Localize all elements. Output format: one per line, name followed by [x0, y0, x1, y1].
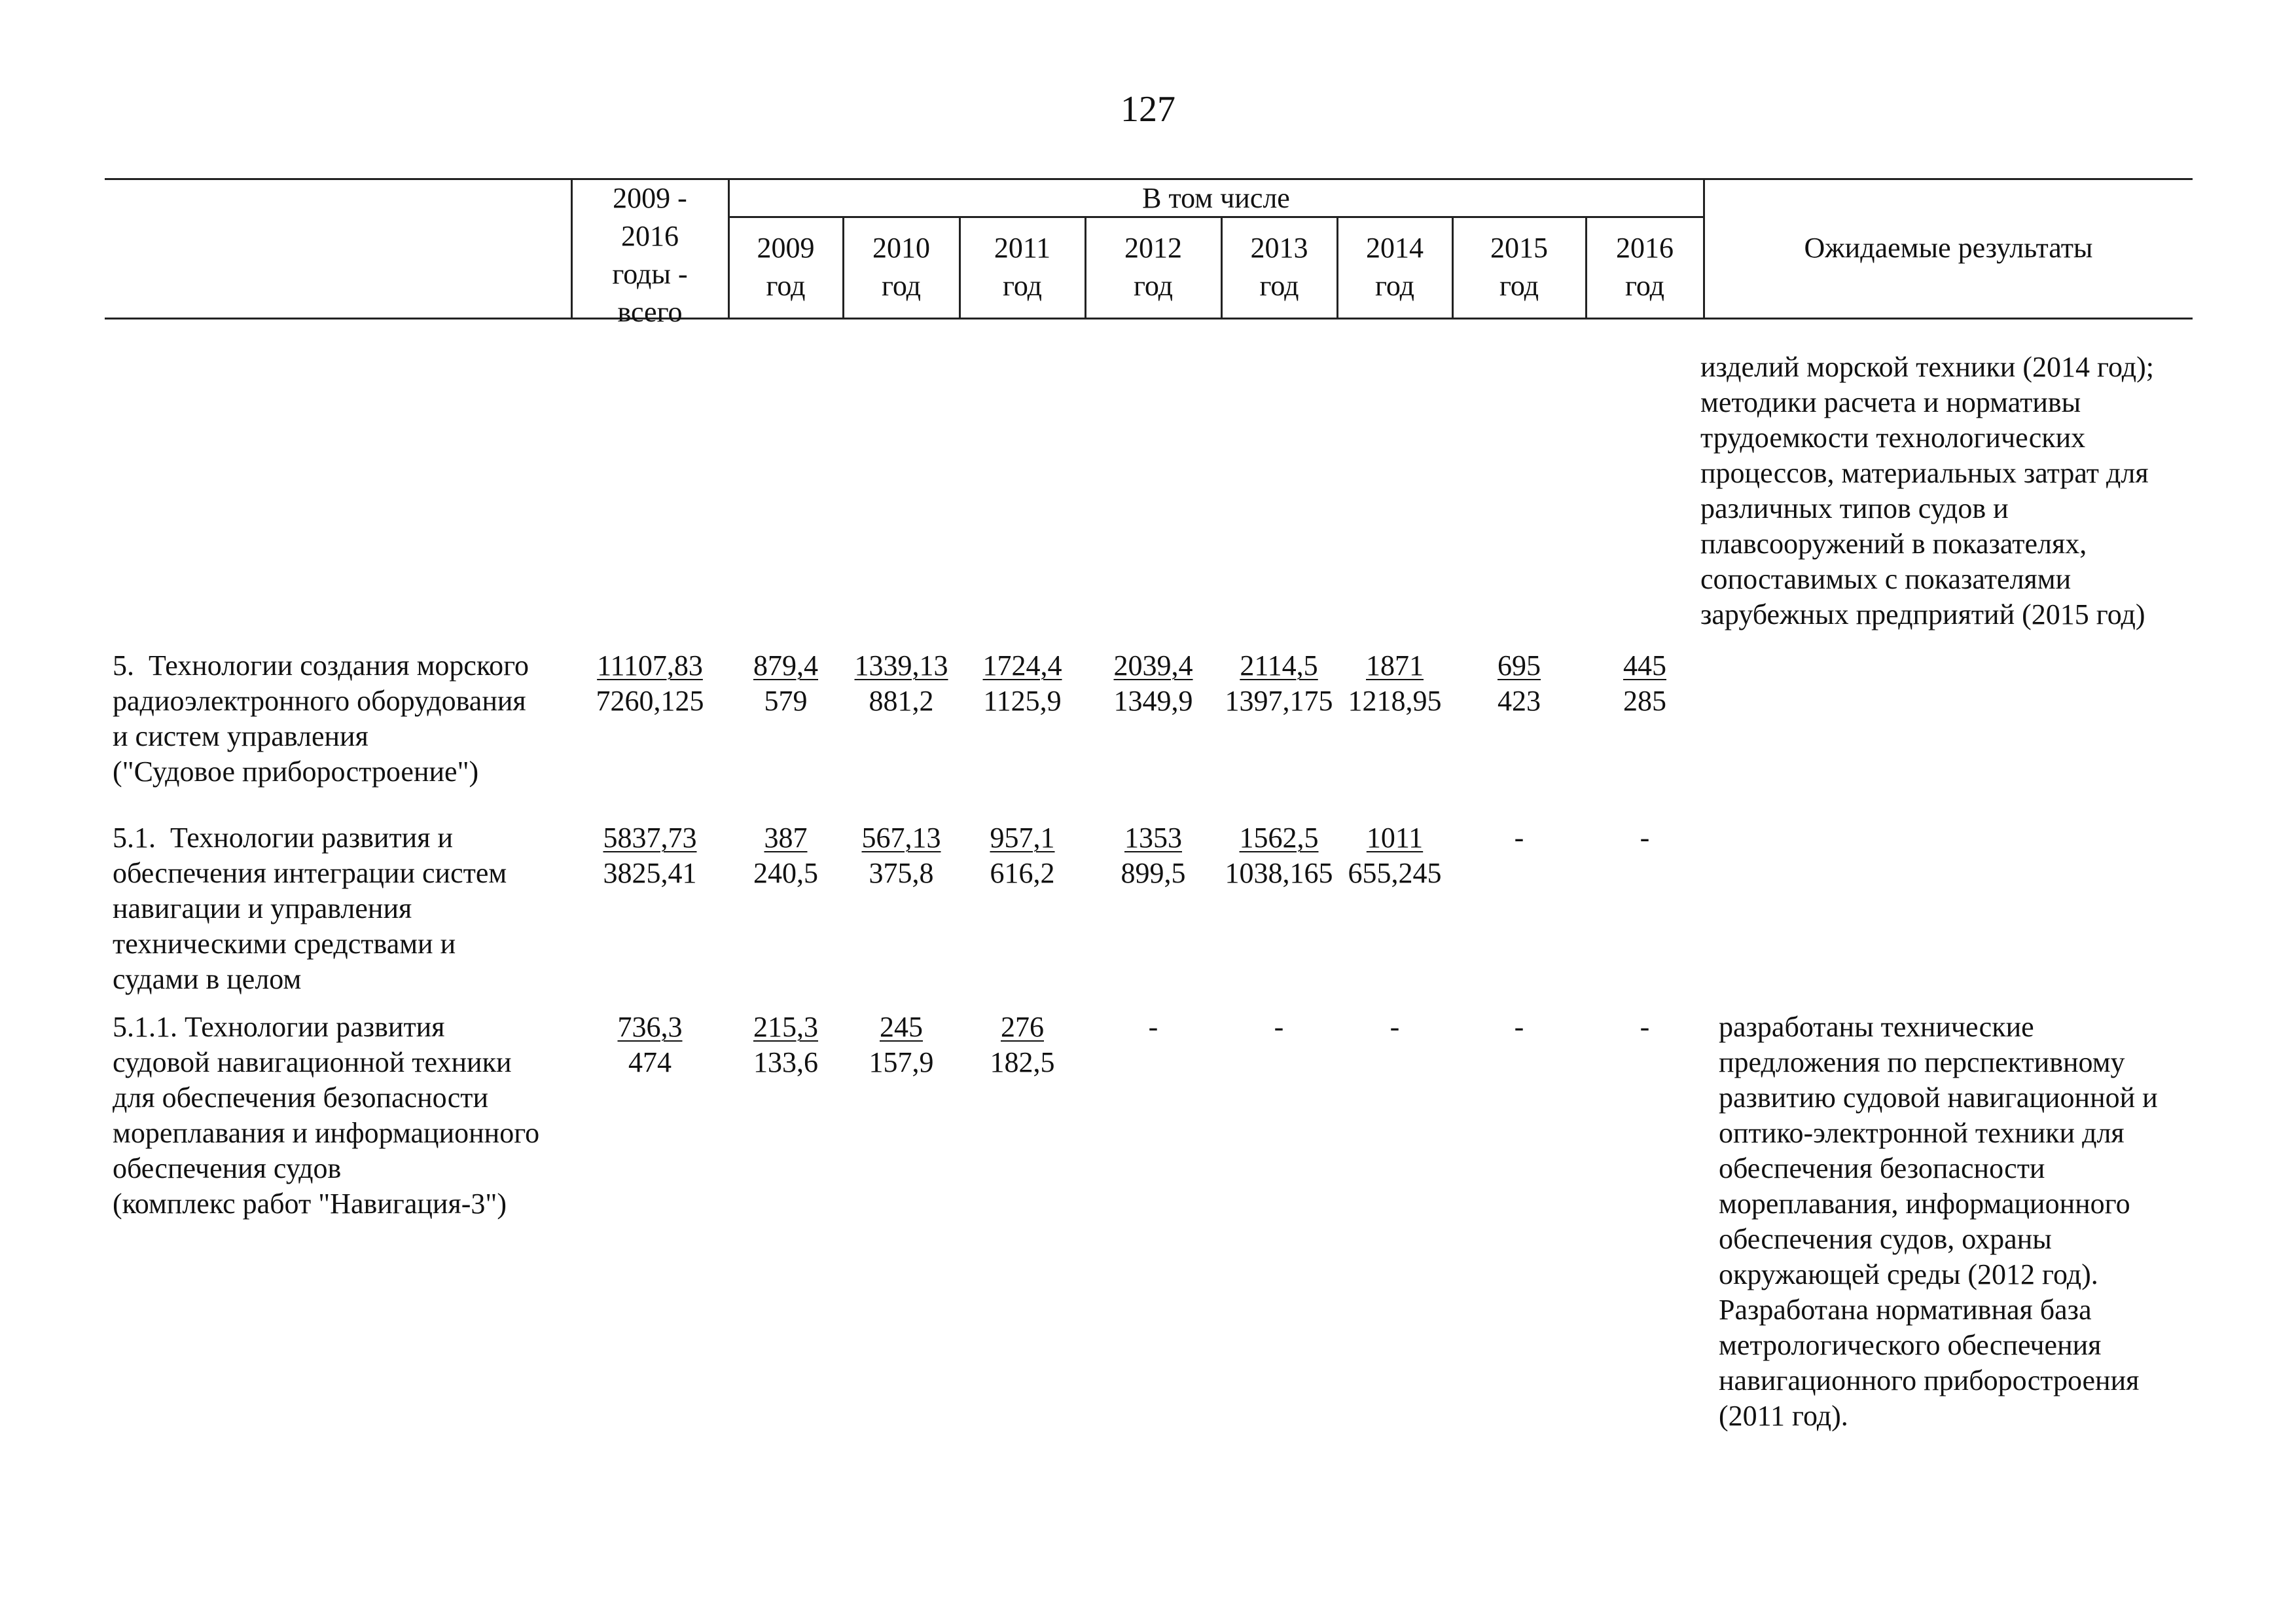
value-bottom: 1038,165	[1225, 857, 1333, 889]
value-2009	[729, 1010, 842, 1080]
value-bottom: 285	[1623, 685, 1666, 717]
value-bottom: 1218,95	[1348, 685, 1442, 717]
header-year: 2014	[1366, 232, 1424, 264]
header-year-2015	[1453, 229, 1585, 305]
value-top: -	[1514, 822, 1524, 854]
row-result: разработаны технические предложения по перспективному развитию судовой навигационной и оптико-электронной техники для обеспечения безопасности мореплавания, информационного обеспечения судов, охраны окружающей среды (2012 год). Разработана нормативная база метрологического обеспечения навигационного приборостроения (2011 год).	[1719, 1011, 2158, 1432]
value-top: 957,1	[990, 822, 1055, 854]
value-2015	[1453, 820, 1585, 856]
value-top: -	[1390, 1011, 1400, 1043]
header-year-2009	[729, 229, 842, 305]
header-year: 2013	[1250, 232, 1308, 264]
header-group-label: В том числе	[1142, 182, 1290, 214]
value-2016	[1587, 648, 1703, 719]
header-year-unit: год	[881, 270, 922, 302]
value-bottom: 579	[764, 685, 808, 717]
header-year-2012	[1086, 229, 1221, 305]
header-total-line: 2016	[621, 220, 679, 252]
value-top: 2114,5	[1240, 649, 1318, 682]
value-bottom: 7260,125	[596, 685, 704, 717]
value-top: 245	[880, 1011, 923, 1043]
value-top: -	[1640, 822, 1650, 854]
value-2011	[960, 820, 1085, 891]
header-year-2013	[1222, 229, 1336, 305]
value-2010	[844, 1010, 959, 1080]
value-2010	[844, 648, 959, 719]
header-total-line: годы -	[612, 258, 688, 290]
value-top: 1562,5	[1239, 822, 1319, 854]
header-year: 2012	[1124, 232, 1182, 264]
value-bottom: 1125,9	[983, 685, 1062, 717]
header-year-2010	[844, 229, 959, 305]
value-bottom: 133,6	[753, 1046, 818, 1078]
value-bottom: 1349,9	[1113, 685, 1193, 717]
value-top: 1011	[1366, 822, 1424, 854]
value-top: 387	[764, 822, 808, 854]
value-2015	[1453, 1010, 1585, 1045]
value-top: 1871	[1366, 649, 1424, 682]
value-2014	[1338, 648, 1452, 719]
value-top: 215,3	[753, 1011, 818, 1043]
value-bottom: 375,8	[869, 857, 934, 889]
value-2011	[960, 648, 1085, 719]
header-year-unit: год	[1499, 270, 1539, 302]
header-total-line: 2009 -	[613, 182, 687, 214]
value-top: 736,3	[617, 1011, 683, 1043]
header-year: 2011	[994, 232, 1051, 264]
value-2009	[729, 648, 842, 719]
page-number: 127	[1121, 89, 1175, 130]
value-bottom: 3825,41	[603, 857, 697, 889]
value-top: 5837,73	[603, 822, 697, 854]
value-top: 1724,4	[982, 649, 1062, 682]
header-year: 2009	[757, 232, 815, 264]
value-2014	[1338, 1010, 1452, 1045]
value-bottom: 899,5	[1121, 857, 1186, 889]
header-year-unit: год	[1133, 270, 1174, 302]
header-year-unit: год	[1624, 270, 1665, 302]
value-top: -	[1274, 1011, 1284, 1043]
value-bottom: 616,2	[990, 857, 1055, 889]
header-total-line: всего	[617, 296, 683, 328]
value-top: 445	[1623, 649, 1666, 682]
header-total	[572, 179, 728, 331]
value-top: -	[1148, 1011, 1158, 1043]
value-bottom: 423	[1498, 685, 1541, 717]
value-2016	[1587, 1010, 1703, 1045]
value-top: 879,4	[753, 649, 818, 682]
value-2015	[1453, 648, 1585, 719]
header-year-unit: год	[1259, 270, 1299, 302]
value-top: 1339,13	[854, 649, 948, 682]
header-year: 2015	[1490, 232, 1548, 264]
value-2014	[1338, 820, 1452, 891]
value-2012	[1086, 1010, 1221, 1045]
value-top: 2039,4	[1113, 649, 1193, 682]
header-results: Ожидаемые результаты	[1804, 232, 2093, 264]
value-2013	[1210, 1010, 1348, 1045]
value-top: 567,13	[861, 822, 941, 854]
value-top: 11107,83	[597, 649, 703, 682]
value-total	[572, 1010, 728, 1080]
value-top: 276	[1001, 1011, 1044, 1043]
value-top: 695	[1498, 649, 1541, 682]
value-top: -	[1514, 1011, 1524, 1043]
header-year-unit: год	[766, 270, 806, 302]
value-2012	[1086, 648, 1221, 719]
value-total	[572, 820, 728, 891]
value-2013	[1210, 648, 1348, 719]
value-bottom: 1397,175	[1225, 685, 1333, 717]
header-year: 2016	[1616, 232, 1674, 264]
row-label: 5. Технологии создания морского радиоэлектронного оборудования и систем управления ("Судовое приборостроение")	[113, 649, 529, 788]
value-top: 1353	[1124, 822, 1182, 854]
header-year: 2010	[872, 232, 930, 264]
value-bottom: 655,245	[1348, 857, 1442, 889]
row-label: 5.1.1. Технологии развития судовой навигационной техники для обеспечения безопасности мореплавания и информационного обеспечения судов (комплекс работ "Навигация-3")	[113, 1011, 540, 1220]
value-top: -	[1640, 1011, 1650, 1043]
value-2011	[960, 1010, 1085, 1080]
value-bottom: 240,5	[753, 857, 818, 889]
header-bottom-rule	[105, 318, 2193, 319]
value-bottom: 474	[628, 1046, 672, 1078]
value-2010	[844, 820, 959, 891]
header-year-2014	[1338, 229, 1452, 305]
value-2012	[1086, 820, 1221, 891]
value-bottom: 881,2	[869, 685, 934, 717]
continuation-result-text: изделий морской техники (2014 год); методики расчета и нормативы трудоемкости технологических процессов, материальных затрат для различных типов судов и плавсооружений в показателях, сопоставимых с показателями зарубежных предприятий (2015 год)	[1700, 351, 2154, 630]
row-label: 5.1. Технологии развития и обеспечения интеграции систем навигации и управления техническими средствами и судами в целом	[113, 822, 507, 995]
value-2013	[1210, 820, 1348, 891]
header-year-unit: год	[1002, 270, 1043, 302]
value-total	[572, 648, 728, 719]
value-bottom: 157,9	[869, 1046, 934, 1078]
value-2009	[729, 820, 842, 891]
value-bottom: 182,5	[990, 1046, 1055, 1078]
value-2016	[1587, 820, 1703, 856]
header-year-2011	[960, 229, 1085, 305]
header-year-unit: год	[1374, 270, 1415, 302]
header-year-2016	[1587, 229, 1703, 305]
